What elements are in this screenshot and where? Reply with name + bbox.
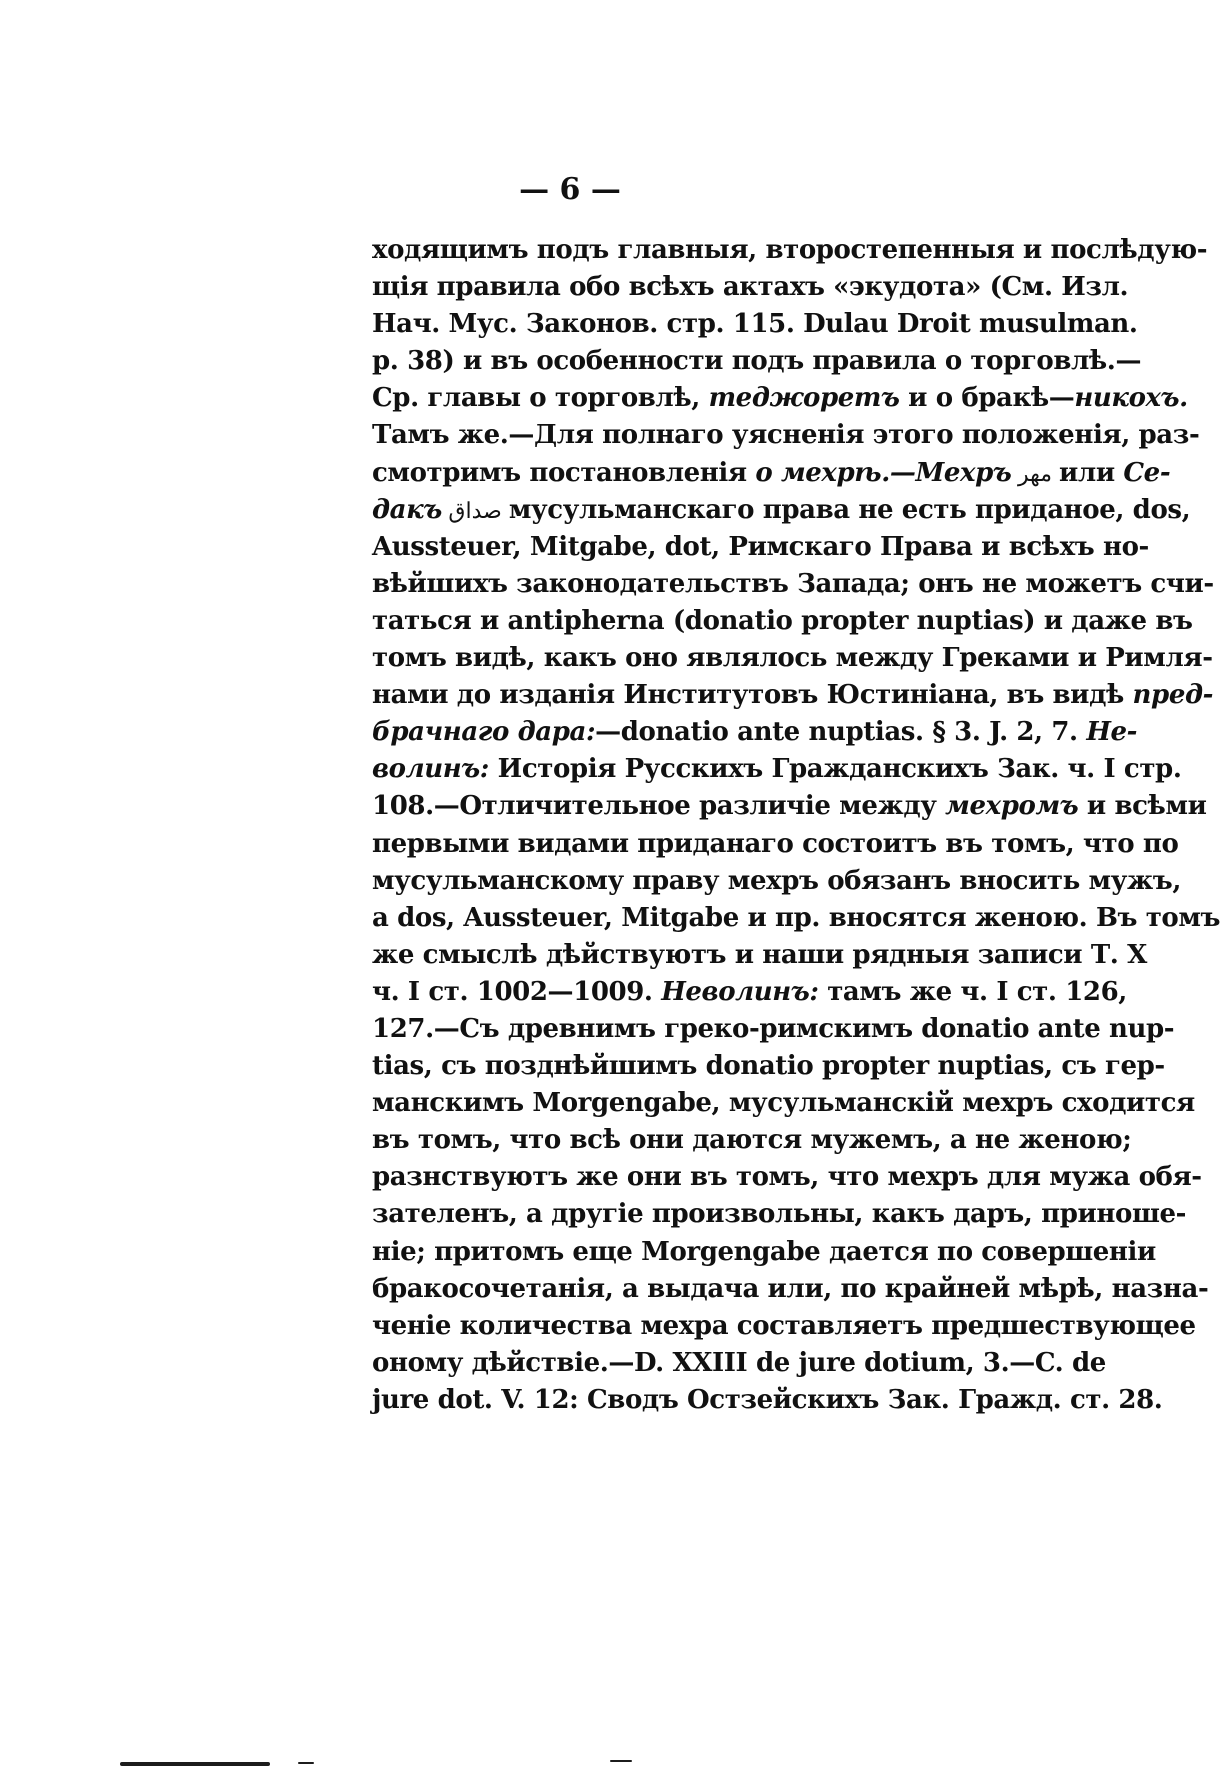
text-segment: —donatio ante nuptias. § 3. J. 2, 7. (595, 717, 1087, 748)
scan-artifact-dash (610, 1760, 632, 1762)
text-line (372, 492, 1191, 529)
text-segment: въ томъ, что всѣ они даются мужемъ, а не женою; (372, 1125, 1132, 1156)
text-segment: tias, съ позднѣйшимъ donatio propter nuptias, съ гер- (372, 1051, 1165, 1082)
text-line (372, 677, 1214, 714)
text-segment: оному дѣйствіе.—D. XXIII de jure dotium, 3.—C. de (372, 1347, 1106, 1378)
text-segment: таться и antipherna (donatio propter nuptias) и даже въ (372, 605, 1193, 636)
text-segment: тамъ же ч. I ст. 126, (818, 976, 1127, 1007)
text-segment: смотримъ постановленія (372, 457, 756, 488)
italic-term: Не- (1086, 717, 1138, 748)
scan-artifact-line (120, 1762, 270, 1766)
text-segment: Aussteuer, Mitgabe, dot, Римскаго Права и всѣхъ но- (372, 531, 1149, 562)
text-line (372, 788, 1207, 825)
text-line (372, 1011, 1175, 1048)
text-line (372, 900, 1220, 937)
text-line (372, 863, 1181, 900)
italic-term: волинъ: (372, 754, 490, 785)
text-segment: мусульманскому праву мехръ обязанъ вносить мужъ, (372, 865, 1181, 896)
text-line (372, 306, 1138, 343)
text-line (372, 1308, 1196, 1345)
text-segment: Тамъ же.—Для полнаго уясненія этого положенія, раз- (372, 420, 1200, 451)
text-segment: 127.—Съ древнимъ греко-римскимъ donatio ante nup- (372, 1013, 1175, 1044)
text-segment: ч. I ст. 1002—1009. (372, 976, 662, 1007)
text-segment: и всѣми (1078, 791, 1207, 822)
italic-term: никохъ. (1074, 383, 1188, 414)
text-segment: 108.—Отличительное различіе между (372, 791, 946, 822)
text-line (372, 1048, 1165, 1085)
text-line (372, 640, 1213, 677)
text-segment: же смыслѣ дѣйствуютъ и наши рядныя записи Т. X (372, 939, 1147, 970)
text-segment: jure dot. V. 12: Сводъ Остзейскихъ Зак. Гражд. ст. 28. (372, 1384, 1163, 1415)
italic-term: брачнаго дара: (372, 717, 596, 748)
text-line (372, 566, 1214, 603)
text-line (372, 937, 1147, 974)
text-segment: или (1059, 457, 1124, 488)
text-line (372, 343, 1142, 380)
italic-term: пред- (1132, 680, 1214, 711)
italic-term: Се- (1123, 457, 1171, 488)
text-segment: щія правила обо всѣхъ актахъ «экудота» (См. Изл. (372, 272, 1129, 303)
italic-term: дакъ (372, 494, 442, 525)
italic-term: о мехрѣ.—Мехръ (755, 457, 1012, 488)
text-line (372, 826, 1179, 863)
text-line (372, 974, 1127, 1011)
text-line (372, 417, 1200, 454)
text-segment: ніе; притомъ еще Morgengabe дается по совершеніи (372, 1236, 1156, 1267)
text-segment: манскимъ Morgengabe, мусульманскій мехръ сходится (372, 1088, 1195, 1119)
text-line (372, 269, 1129, 306)
text-segment: a dos, Aussteuer, Mitgabe и пр. вносятся женою. Въ томъ (372, 902, 1220, 933)
text-segment: вѣйшихъ законодательствъ Запада; онъ не можетъ счи- (372, 568, 1214, 599)
text-segment: нами до изданія Институтовъ Юстиніана, въ видѣ (372, 680, 1133, 711)
text-segment: томъ видѣ, какъ оно являлось между Греками и Римля- (372, 643, 1213, 674)
arabic-term: صداق (441, 498, 509, 524)
text-line (372, 380, 1188, 417)
text-line (372, 1382, 1163, 1419)
text-line (372, 232, 1208, 269)
text-segment: Нач. Мус. Законов. стр. 115. Dulau Droit musulman. (372, 309, 1138, 340)
text-line (372, 455, 1171, 492)
italic-term: мехромъ (945, 791, 1079, 822)
text-segment: бракосочетанія, а выдача или, по крайней мѣрѣ, назна- (372, 1273, 1209, 1304)
text-line (372, 1122, 1132, 1159)
text-segment: Исторія Русскихъ Гражданскихъ Зак. ч. I стр. (489, 754, 1182, 785)
text-segment: Ср. главы о торговлѣ, (372, 383, 709, 414)
text-line (372, 603, 1193, 640)
body-text (372, 232, 1220, 1419)
text-segment: ходящимъ подъ главныя, второстепенныя и послѣдую- (372, 235, 1208, 265)
text-line (372, 1271, 1209, 1308)
text-segment: ченіе количества мехра составляетъ предшествующее (372, 1310, 1196, 1341)
text-segment: зателенъ, а другіе произвольны, какъ даръ, приноше- (372, 1199, 1187, 1230)
text-segment: р. 38) и въ особенности подъ правила о торговлѣ.— (372, 346, 1142, 377)
text-line (372, 1085, 1195, 1122)
text-segment: и о бракѣ— (899, 383, 1075, 414)
text-line (372, 1345, 1106, 1382)
text-segment: мусульманскаго права не есть приданое, dos, (508, 494, 1191, 525)
italic-term: теджоретъ (708, 383, 900, 414)
text-segment: разнствуютъ же они въ томъ, что мехръ для мужа обя- (372, 1162, 1202, 1193)
text-line (372, 714, 1138, 751)
text-line (372, 529, 1149, 566)
text-segment: первыми видами приданаго состоитъ въ томъ, что по (372, 828, 1179, 859)
text-line (372, 1196, 1187, 1233)
text-line (372, 1234, 1156, 1271)
page-number: — 6 — (519, 172, 621, 207)
arabic-term: مهر (1011, 461, 1060, 487)
scan-artifact-dash (298, 1762, 314, 1764)
italic-term: Неволинъ: (661, 976, 819, 1007)
text-line (372, 751, 1182, 788)
text-line (372, 1159, 1202, 1196)
